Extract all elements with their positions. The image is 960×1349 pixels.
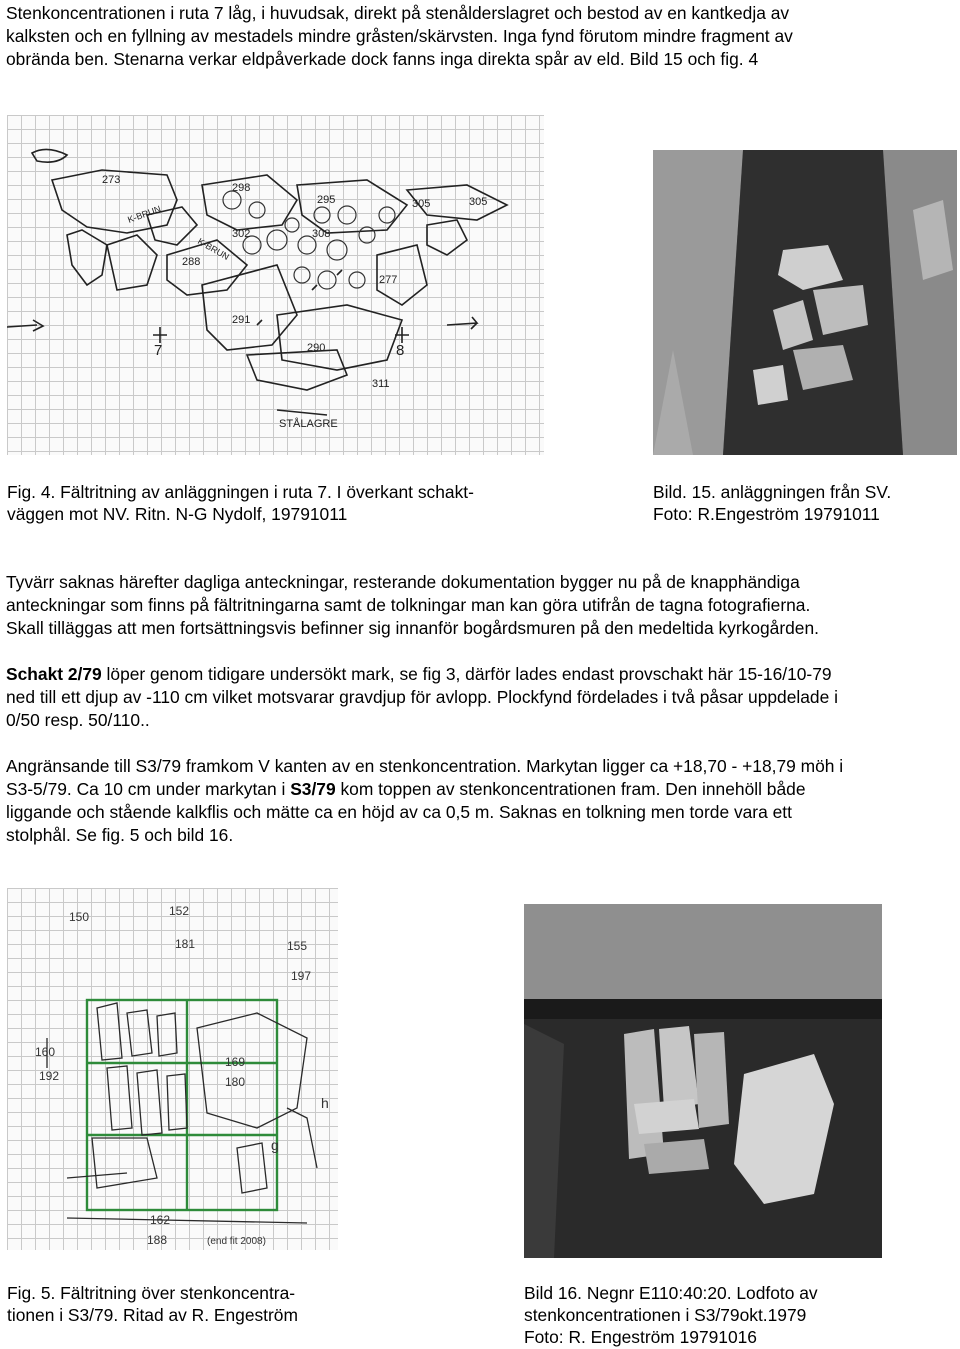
fig5-caption-line-2: tionen i S3/79. Ritad av R. Engeström <box>7 1305 298 1325</box>
body-p3-line-2 <box>6 778 806 802</box>
bild16-photo-content <box>524 904 882 1258</box>
fig4-label-288: 288 <box>182 256 201 268</box>
fig4-label-305b: 305 <box>469 196 488 208</box>
fig4-label-stalagre: STÅLAGRE <box>279 418 338 430</box>
body-p3-line-1: Angränsande till S3/79 framkom V kanten av en stenkoncentration. Markytan ligger ca +18,70 - +18,79 möh i <box>6 756 844 776</box>
body-p2-line-2: ned till ett djup av -110 cm vilket motsvarar gravdjup för avlopp. Plockfynd fördelades i två påsar uppdelade i <box>6 687 838 707</box>
bild15-caption-line-2: Foto: R.Engeström 19791011 <box>653 504 880 524</box>
fig5-label-152: 152 <box>169 904 190 918</box>
fig5-label-160: 160 <box>35 1045 56 1059</box>
fig4-label-ruta7: 7 <box>154 342 163 359</box>
body-p3-line-2-a: S3-5/79. Ca 10 cm under markytan i <box>6 779 291 799</box>
fig4-caption-line-2: väggen mot NV. Ritn. N-G Nydolf, 19791011 <box>7 504 348 524</box>
fig4-label-302: 302 <box>232 228 251 240</box>
fig5-label-162: 162 <box>150 1213 171 1227</box>
s3-79-bold: S3/79 <box>290 779 336 799</box>
schakt-2-79-heading: Schakt 2/79 <box>6 664 102 684</box>
fig4-label-305a: 305 <box>412 198 431 210</box>
fig5-label-endfit: (end fit 2008) <box>207 1236 266 1247</box>
fig4-label-298: 298 <box>232 182 251 194</box>
fig5-label-g: g <box>271 1137 279 1153</box>
intro-line-1: Stenkoncentrationen i ruta 7 låg, i huvudsak, direkt på stenålderslagret och bestod av en kantkedja av <box>6 3 790 23</box>
fig4-label-273: 273 <box>102 174 121 186</box>
fig5-label-h: h <box>321 1095 329 1111</box>
fig5-label-192: 192 <box>39 1069 60 1083</box>
fig5-label-181: 181 <box>175 937 196 951</box>
body-p2-line-1-rest: löper genom tidigare undersökt mark, se fig 3, därför lades endast provschakt här 15-16/10-79 <box>101 664 832 684</box>
bild16-caption-line-2: stenkoncentrationen i S3/79okt.1979 <box>524 1305 807 1325</box>
fig5-label-197: 197 <box>291 969 312 983</box>
fig5-sketch <box>7 888 338 1250</box>
fig4-label-kbrun-1: K-BRUN <box>126 203 163 225</box>
fig4-label-311: 311 <box>372 378 390 390</box>
body-p3-line-2-b: kom toppen av stenkoncentrationen fram. Den innehöll både <box>335 779 806 799</box>
fig5-label-180: 180 <box>225 1075 246 1089</box>
fig5-label-169: 169 <box>225 1055 246 1069</box>
fig5-caption-line-1: Fig. 5. Fältritning över stenkoncentra- <box>7 1283 296 1303</box>
body-p3-line-3: liggande och stående kalkflis och mätte ca en höjd av ca 0,5 m. Saknas en tolkning men torde vara ett <box>6 802 792 822</box>
fig4-label-ruta8: 8 <box>396 342 405 359</box>
body-p3-line-4: stolphål. Se fig. 5 och bild 16. <box>6 825 234 845</box>
fig5-label-188: 188 <box>147 1233 168 1247</box>
body-p1-line-1: Tyvärr saknas härefter dagliga anteckningar, resterande dokumentation bygger nu på de knapphändiga <box>6 572 800 592</box>
fig4-label-kbrun-2: K-BRUN <box>196 236 231 262</box>
intro-line-2: kalksten och en fyllning av mestadels mindre gråsten/skärvsten. Inga fynd förutom mindre fragment av <box>6 26 793 46</box>
body-p2-line-3: 0/50 resp. 50/110.. <box>6 710 150 730</box>
bild16-photo <box>524 904 882 1258</box>
fig4-sketch <box>7 115 544 455</box>
fig4-label-290: 290 <box>307 342 326 354</box>
bild15-photo-content <box>653 150 957 455</box>
bild15-caption-line-1: Bild. 15. anläggningen från SV. <box>653 482 892 502</box>
intro-line-3: obrända ben. Stenarna verkar eldpåverkade dock fanns inga direkta spår av eld. Bild 15 och fig. 4 <box>6 49 759 69</box>
body-p1-line-2: anteckningar som finns på fältritningarna samt de tolkningar man kan göra utifrån de tagna fotografierna. <box>6 595 811 615</box>
fig5-label-155: 155 <box>287 939 308 953</box>
fig4-label-291: 291 <box>232 314 251 326</box>
fig4-label-308: 308 <box>312 228 331 240</box>
bild16-caption-line-1: Bild 16. Negnr E110:40:20. Lodfoto av <box>524 1283 818 1303</box>
bild15-photo <box>653 150 957 455</box>
fig5-field-drawing <box>7 888 338 1250</box>
fig4-label-295: 295 <box>317 194 336 206</box>
fig4-label-277: 277 <box>379 274 398 286</box>
bild16-caption-line-3: Foto: R. Engeström 19791016 <box>524 1327 757 1347</box>
body-p1-line-3: Skall tilläggas att men fortsättningsvis befinner sig innanför bogårdsmuren på den medeltida kyrkogården. <box>6 618 819 638</box>
body-p2-line-1 <box>6 663 832 687</box>
fig4-field-drawing <box>7 115 544 455</box>
fig4-caption-line-1: Fig. 4. Fältritning av anläggningen i ruta 7. I överkant schakt- <box>7 482 474 502</box>
fig5-label-150: 150 <box>69 910 90 924</box>
